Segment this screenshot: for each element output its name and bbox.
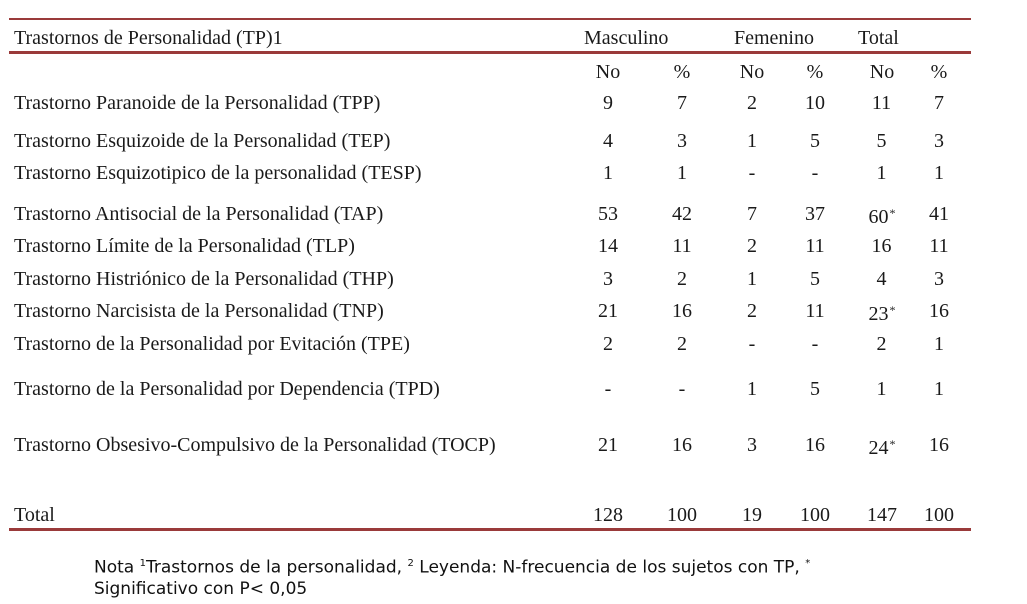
row-label: Trastorno Obsesivo-Compulsivo de la Personalidad (TOCP) [14, 434, 496, 456]
cell-t-pct: 41 [929, 203, 949, 225]
subheader-m-no: No [595, 61, 621, 83]
note-sup-3: * [805, 558, 811, 569]
total-f-no: 19 [742, 504, 762, 526]
cell-t-no: 2 [876, 333, 887, 355]
cell-t-no: 5 [876, 130, 887, 152]
cell-m-pct: 42 [672, 203, 692, 225]
cell-t-pct: 1 [934, 333, 944, 355]
row-label: Trastorno Esquizotipico de la personalidad (TESP) [14, 162, 422, 184]
row-label: Trastorno Narcisista de la Personalidad (TNP) [14, 300, 384, 322]
cell-f-pct: 11 [805, 235, 825, 257]
cell-m-no: 14 [598, 235, 618, 257]
cell-m-pct: 7 [677, 92, 687, 114]
cell-f-pct: - [811, 162, 819, 184]
cell-f-pct: 10 [805, 92, 825, 114]
row-label: Trastorno Paranoide de la Personalidad (TPP) [14, 92, 381, 114]
cell-f-pct: 5 [810, 130, 820, 152]
cell-f-pct: 16 [805, 434, 825, 456]
cell-t-no: 24* [868, 437, 896, 459]
subheader-t-pct: % [930, 61, 948, 83]
cell-m-no: - [604, 378, 612, 400]
cell-f-no: 1 [747, 268, 757, 290]
cell-t-pct: 1 [934, 162, 944, 184]
row-label: Trastorno Esquizoide de la Personalidad (TEP) [14, 130, 391, 152]
cell-m-pct: - [678, 378, 686, 400]
note-text-2: Leyenda: N-frecuencia de los sujetos con TP, [419, 557, 800, 578]
cell-f-no: 2 [747, 300, 757, 322]
note-text-1: Trastornos de la personalidad, [145, 557, 403, 578]
cell-f-no: - [748, 333, 756, 355]
table-note [94, 553, 810, 579]
header-rule [9, 51, 971, 54]
cell-m-no: 2 [603, 333, 613, 355]
cell-f-pct: 37 [805, 203, 825, 225]
cell-m-no: 3 [603, 268, 613, 290]
cell-m-no: 21 [598, 300, 618, 322]
row-label: Trastorno Límite de la Personalidad (TLP) [14, 235, 355, 257]
cell-t-no: 11 [871, 92, 892, 114]
cell-f-no: - [748, 162, 756, 184]
cell-m-no: 9 [603, 92, 613, 114]
cell-m-no: 4 [603, 130, 613, 152]
subheader-f-pct: % [806, 61, 824, 83]
total-f-pct: 100 [800, 504, 830, 526]
cell-t-pct: 11 [929, 235, 949, 257]
total-t-pct: 100 [924, 504, 954, 526]
cell-m-no: 1 [603, 162, 613, 184]
cell-m-pct: 11 [672, 235, 692, 257]
cell-f-pct: 11 [805, 300, 825, 322]
cell-f-no: 7 [747, 203, 757, 225]
cell-t-pct: 3 [934, 268, 944, 290]
cell-t-no: 16 [871, 235, 892, 257]
note-sup-1: 1 [139, 558, 146, 569]
row-label: Trastorno de la Personalidad por Dependencia (TPD) [14, 378, 440, 400]
cell-f-no: 1 [747, 378, 757, 400]
row-label: Trastorno de la Personalidad por Evitación (TPE) [14, 333, 410, 355]
group-masculino: Masculino [584, 27, 669, 49]
cell-t-no: 60* [868, 206, 896, 228]
cell-m-no: 53 [598, 203, 618, 225]
cell-f-pct: 5 [810, 378, 820, 400]
subheader-f-no: No [739, 61, 765, 83]
cell-m-pct: 3 [677, 130, 687, 152]
subheader-t-no: No [869, 61, 895, 83]
subheader-m-pct: % [673, 61, 691, 83]
total-label: Total [14, 504, 55, 526]
cell-m-pct: 16 [672, 434, 692, 456]
cell-m-pct: 16 [672, 300, 692, 322]
group-total: Total [858, 27, 899, 49]
bottom-rule [9, 528, 971, 531]
table-title: Trastornos de Personalidad (TP)1 [14, 27, 283, 49]
cell-t-no: 4 [876, 268, 887, 290]
cell-f-no: 1 [747, 130, 757, 152]
cell-t-pct: 16 [929, 300, 949, 322]
group-femenino: Femenino [734, 27, 814, 49]
cell-f-pct: - [811, 333, 819, 355]
cell-m-pct: 2 [677, 268, 687, 290]
top-rule [9, 18, 971, 20]
row-label: Trastorno Antisocial de la Personalidad (TAP) [14, 203, 384, 225]
cell-f-no: 3 [747, 434, 757, 456]
cell-m-no: 21 [598, 434, 618, 456]
total-m-pct: 100 [667, 504, 697, 526]
note-prefix: Nota [94, 557, 135, 578]
cell-m-pct: 1 [677, 162, 687, 184]
note-sup-2: 2 [407, 558, 414, 569]
cell-t-pct: 16 [929, 434, 949, 456]
total-m-no: 128 [593, 504, 623, 526]
cell-m-pct: 2 [677, 333, 687, 355]
cell-t-pct: 1 [934, 378, 944, 400]
cell-f-no: 2 [747, 92, 757, 114]
cell-t-no: 23* [868, 303, 896, 325]
row-label: Trastorno Histriónico de la Personalidad (THP) [14, 268, 394, 290]
total-t-no: 147 [867, 504, 897, 526]
cell-f-no: 2 [747, 235, 757, 257]
cell-f-pct: 5 [810, 268, 820, 290]
cell-t-no: 1 [876, 378, 887, 400]
cell-t-pct: 3 [934, 130, 944, 152]
cell-t-no: 1 [876, 162, 887, 184]
table-note-line2: Significativo con P< 0,05 [94, 579, 308, 599]
cell-t-pct: 7 [934, 92, 944, 114]
